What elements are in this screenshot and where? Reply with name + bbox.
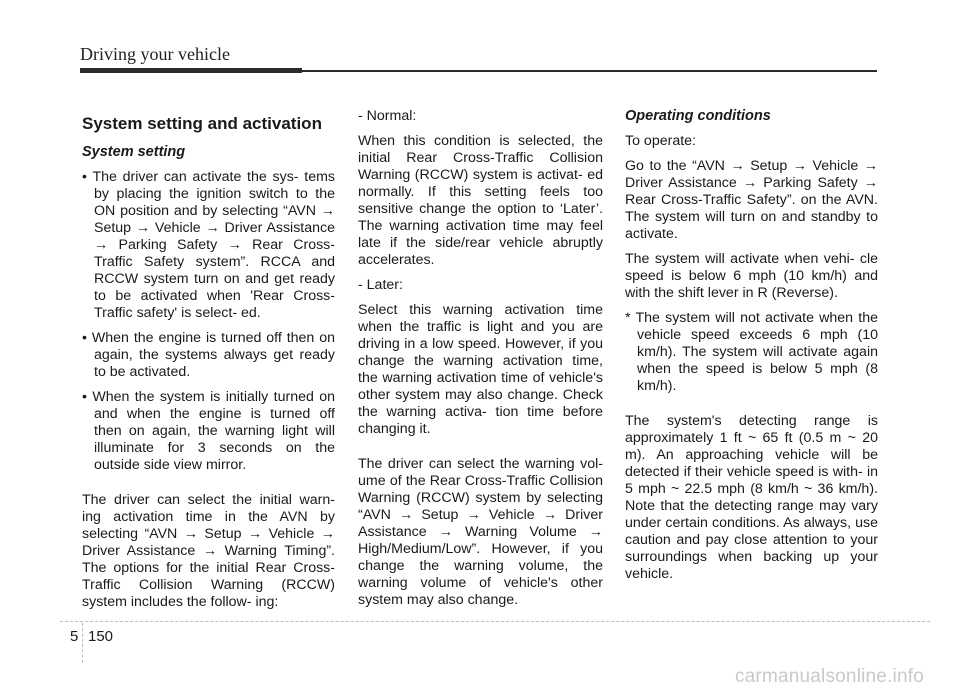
option-label-later: - Later: xyxy=(358,277,403,293)
paragraph: The system's detecting range is approximately 1 ft ~ 65 ft (0.5 m ~ 20 m). An approaching vehicle will be detected if their vehicle speed is with- in 5 mph ~ 22.5 mph (8 km/h ~ 36 km/h). Note that the detecting range may vary under certain conditions. As always, use caution and pay close attention to your surroundings when backing up your vehicle. xyxy=(625,413,878,582)
page-number: 150 xyxy=(88,628,114,645)
chapter-number: 5 xyxy=(70,628,79,645)
note-item: * The system will not activate when the vehicle speed exceeds 6 mph (10 km/h). The system will activate again when the speed is below 5 mph (8 km/h). xyxy=(625,310,878,394)
paragraph: The system will activate when vehi- cle speed is below 6 mph (10 km/h) and with the shift lever in R (Reverse). xyxy=(625,251,878,301)
bullet-item: • The driver can activate the sys- tems by placing the ignition switch to the ON position and by selecting “AVN → Setup → Vehicle → Driver Assistance → Parking Safety → Rear Cross-Traffic Safety system”. RCCA and RCCW system turn on and get ready to be activated when 'Rear Cross-Traffic safety' is select- ed. xyxy=(82,169,335,321)
paragraph-label: To operate: xyxy=(625,133,696,149)
bullet-item: • When the engine is turned off then on again, the systems always get ready to be activated. xyxy=(82,330,335,380)
paragraph: Select this warning activation time when the traffic is light and you are driving in a low speed. However, if you change the warning activation time, the warning activation time of vehicle's other system may also change. Check the warning activa- tion time before changing it. xyxy=(358,302,603,437)
option-label-normal: - Normal: xyxy=(358,108,417,124)
column-left xyxy=(82,108,335,619)
footer-rule xyxy=(60,621,930,622)
page-header-title: Driving your vehicle xyxy=(80,44,230,64)
column-right xyxy=(625,108,878,591)
header-rule-thick xyxy=(80,68,302,73)
paragraph: The driver can select the warning vol- ume of the Rear Cross-Traffic Collision Warning (RCCW) system by selecting “AVN → Setup → Vehicle → Driver Assistance → Warning Volume → High/Medium/Low”. However, if you change the warning volume, the warning volume of vehicle's other system may also change. xyxy=(358,456,603,608)
subsection-heading: Operating conditions xyxy=(625,108,771,124)
paragraph: Go to the “AVN → Setup → Vehicle → Driver Assistance → Parking Safety → Rear Cross-Traffic Safety”. on the AVN. The system will turn on and standby to activate. xyxy=(625,158,878,242)
subsection-heading: System setting xyxy=(82,144,186,160)
paragraph: The driver can select the initial warn- ing activation time in the AVN by selecting “AVN → Setup → Vehicle → Driver Assistance → Warning Timing”. The options for the initial Rear Cross-Traffic Collision Warning (RCCW) system includes the follow- ing: xyxy=(82,492,335,610)
watermark: carmanualsonline.info xyxy=(734,666,924,687)
column-middle xyxy=(358,108,603,617)
footer-divider xyxy=(82,623,83,663)
section-heading: System setting and activation xyxy=(82,114,322,133)
bullet-item: • When the system is initially turned on and when the engine is turned off then on again, the warning light will illuminate for 3 seconds on the outside side view mirror. xyxy=(82,389,335,473)
header-rule-thin xyxy=(302,70,877,72)
paragraph: When this condition is selected, the initial Rear Cross-Traffic Collision Warning (RCCW) system is activat- ed normally. If this setting feels too sensitive change the option to ‘Later’. The warning activation time may feel late if the side/rear vehicle abruptly accelerates. xyxy=(358,133,603,268)
